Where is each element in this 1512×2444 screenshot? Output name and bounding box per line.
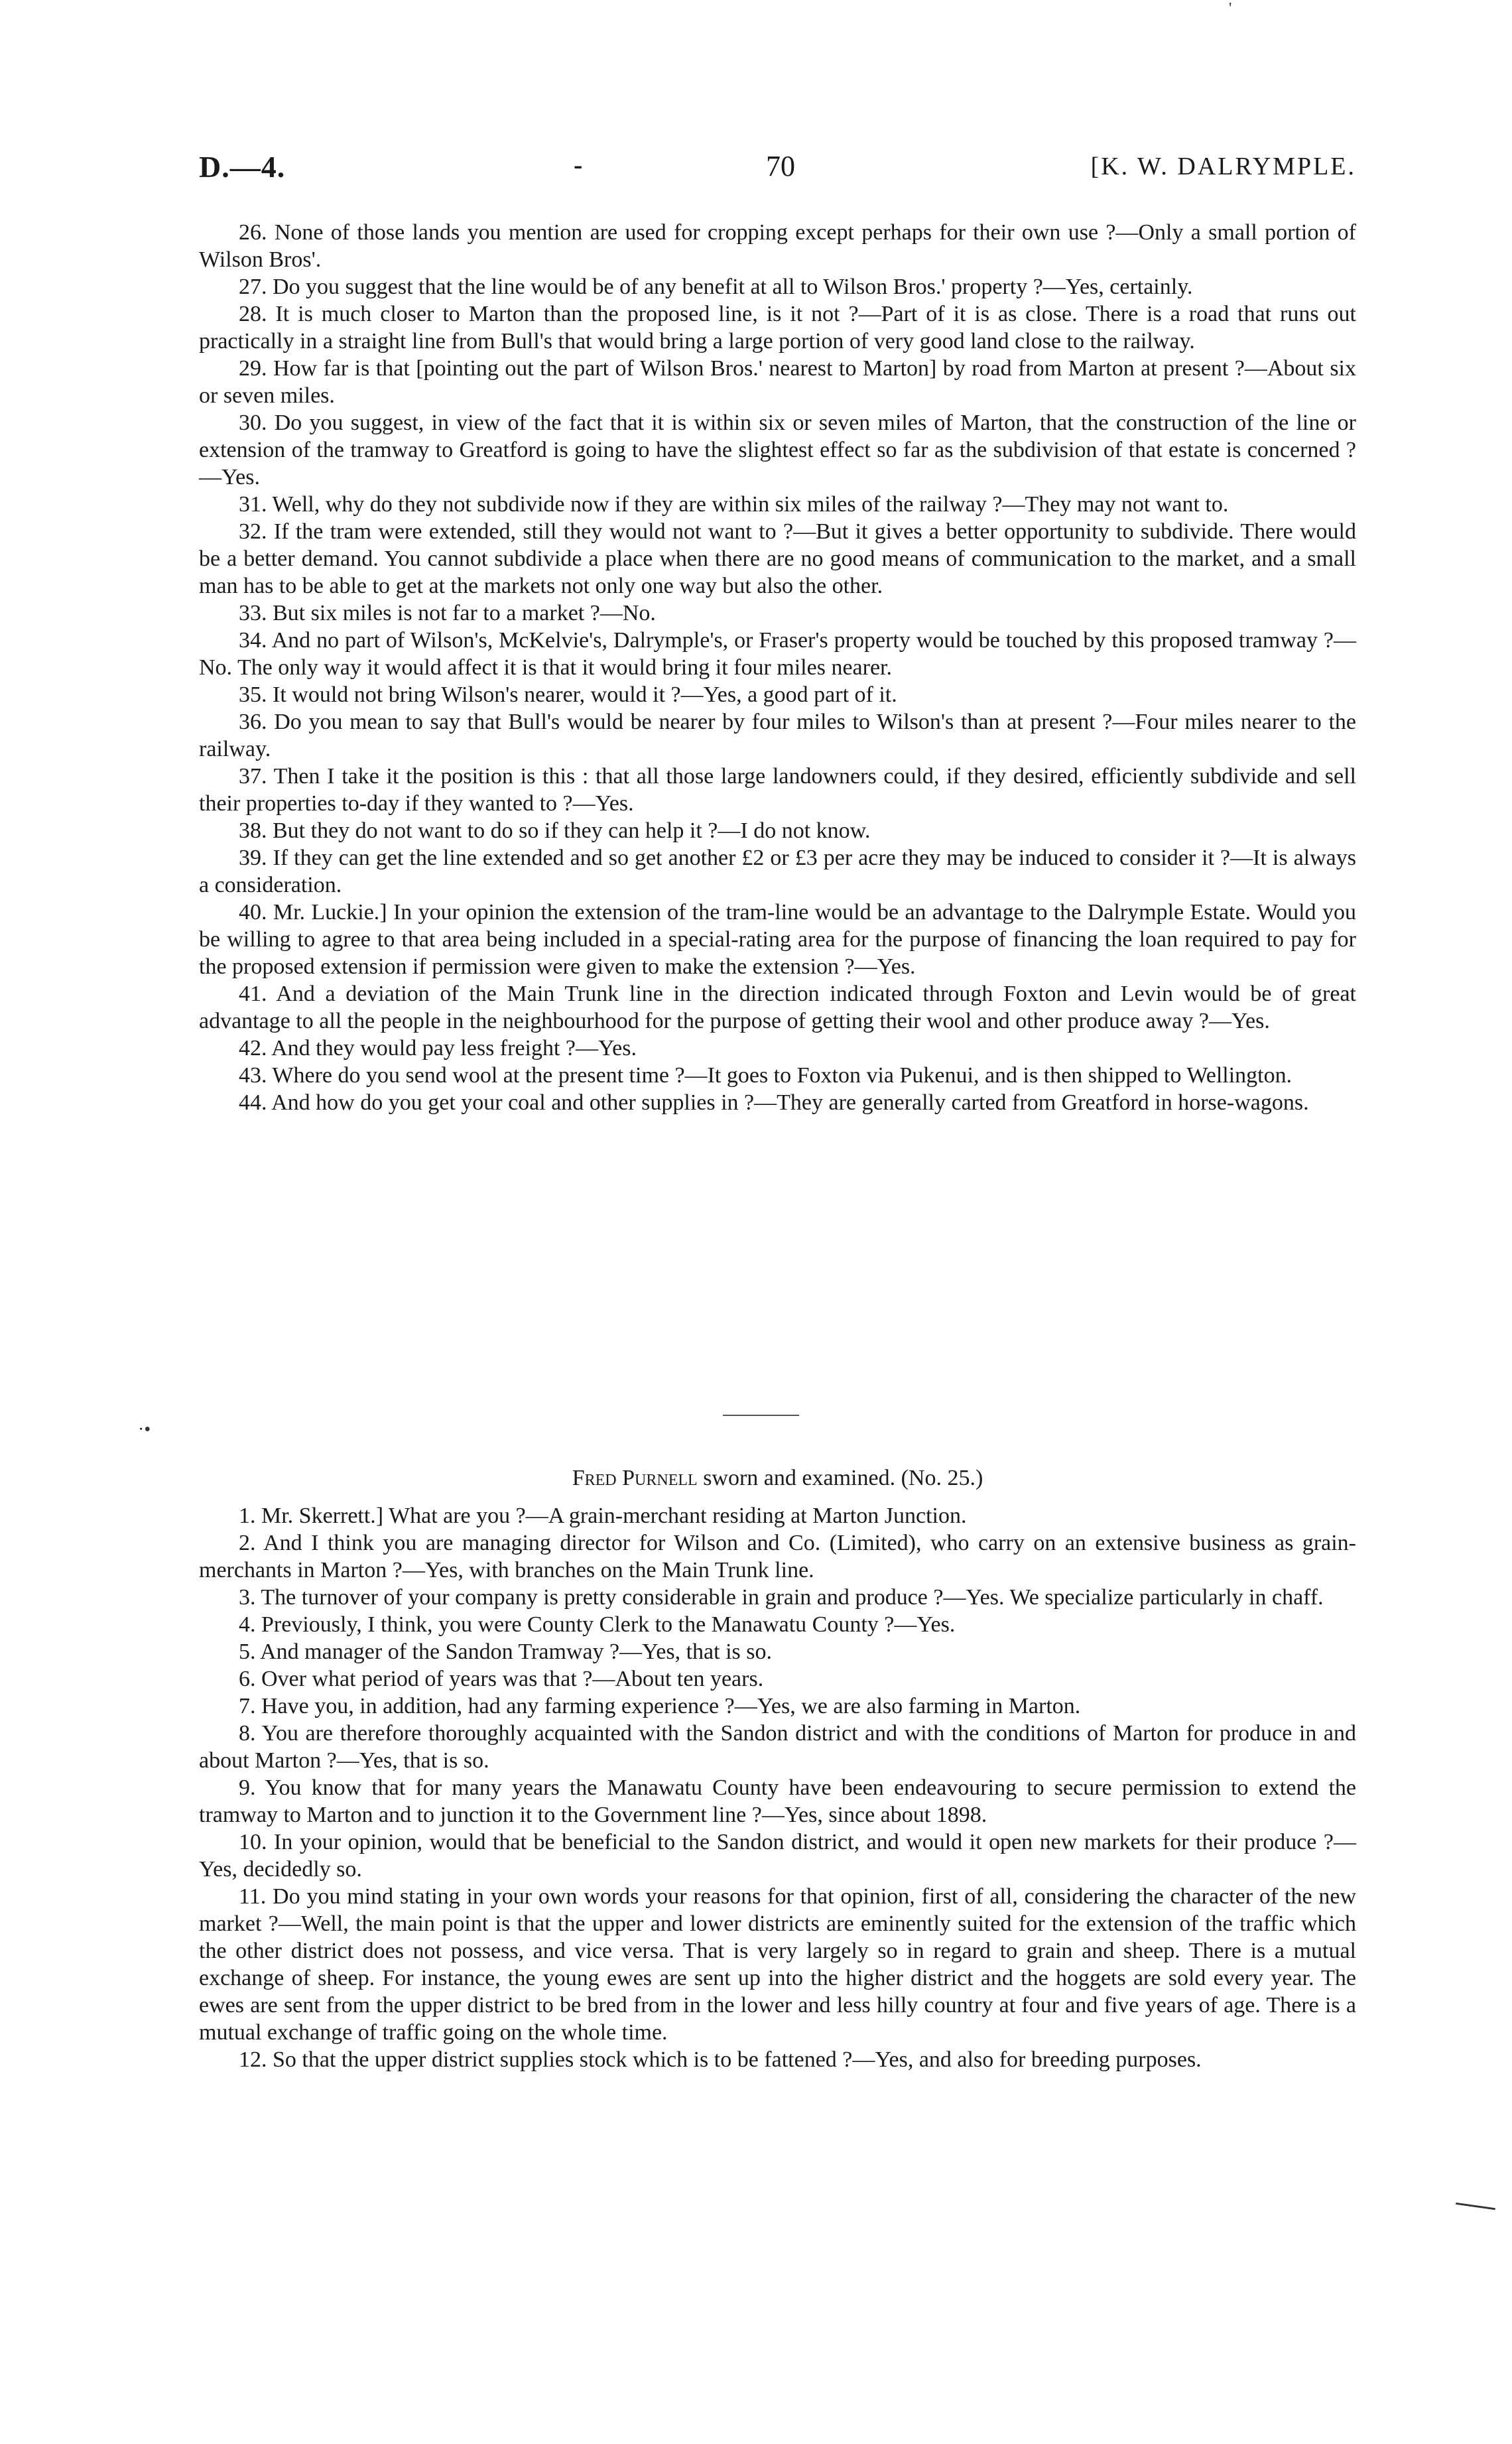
question-paragraph: 10. In your opinion, would that be beneficial to the Sandon district, and would it open new markets for their produce ?—Yes, decidedly so. — [199, 1830, 1356, 1882]
question-paragraph: 12. So that the upper district supplies stock which is to be fattened ?—Yes, and also for breeding purposes. — [239, 2047, 1202, 2072]
question-paragraph: 2. And I think you are managing director for Wilson and Co. (Limited), who carry on an extensive business as grain-merchants in Marton ?—Yes, with branches on the Main Trunk line. — [199, 1531, 1356, 1582]
page-header — [199, 149, 1356, 196]
witness-name: Fred Purnell — [572, 1466, 698, 1490]
question-paragraph: 40. Mr. Luckie.] In your opinion the extension of the tram-line would be an advantage to the Dalrymple Estate. Would you be willing to agree to that area being included in a special-rating area for the purpose of financing the loan required to pay for the proposed extension if permission were given to make the extension ?—Yes. — [199, 900, 1356, 979]
question-paragraph: 28. It is much closer to Marton than the proposed line, is it not ?—Part of it is as close. There is a road that runs out practically in a straight line from Bull's that would bring a large portion of very good land close to the railway. — [199, 302, 1356, 354]
margin-speck: ·• — [138, 1419, 151, 1440]
testimony-section-purnell — [199, 1502, 1356, 2073]
question-paragraph: 43. Where do you send wool at the present time ?—It goes to Foxton via Pukenui, and is then shipped to Wellington. — [239, 1063, 1292, 1088]
question-paragraph: 36. Do you mean to say that Bull's would be nearer by four miles to Wilson's than at present ?—Four miles nearer to the railway. — [199, 710, 1356, 761]
question-paragraph: 7. Have you, in addition, had any farming experience ?—Yes, we are also farming in Marton. — [239, 1694, 1081, 1718]
header-dash: - — [574, 150, 583, 180]
question-paragraph: 33. But six miles is not far to a market ?—No. — [239, 601, 656, 625]
question-paragraph: 6. Over what period of years was that ?—About ten years. — [239, 1667, 764, 1691]
margin-stroke — [1456, 2203, 1495, 2210]
question-paragraph: 5. And manager of the Sandon Tramway ?—Yes, that is so. — [239, 1640, 772, 1664]
question-paragraph: 41. And a deviation of the Main Trunk line in the direction indicated through Foxton and Levin would be of great advantage to all the people in the neighbourhood for the purpose of getting their wool and other produce away ?—Yes. — [199, 982, 1356, 1033]
document-reference: D.—4. — [199, 150, 286, 184]
question-paragraph: 8. You are therefore thoroughly acquainted with the Sandon district and with the conditions of Marton for produce in and about Marton ?—Yes, that is so. — [199, 1721, 1356, 1773]
question-paragraph: 38. But they do not want to do so if they can help it ?—I do not know. — [239, 818, 871, 843]
question-paragraph: 1. Mr. Skerrett.] What are you ?—A grain-merchant residing at Marton Junction. — [239, 1504, 967, 1528]
question-paragraph: 26. None of those lands you mention are used for cropping except perhaps for their own use ?—Only a small portion of Wilson Bros'. — [199, 220, 1356, 272]
question-paragraph: 11. Do you mind stating in your own words your reasons for that opinion, first of all, considering the character of the new market ?—Well, the main point is that the upper and lower districts are eminently suited for the extension of the traffic which the other district does not possess, and vice versa. That is very largely so in regard to grain and sheep. There is a mutual exchange of sheep. For instance, the young ewes are sent up into the higher district and the hoggets are sold every year. The ewes are sent from the upper district to be bred from in the lower and less hilly country at four and five years of age. There is a mutual exchange of traffic going on the whole time. — [199, 1884, 1356, 2045]
page-number: 70 — [766, 150, 795, 182]
witness-heading — [199, 1464, 1356, 1492]
question-paragraph: 30. Do you suggest, in view of the fact that it is within six or seven miles of Marton, that the construction of the line or extension of the tramway to Greatford is going to have the slightest effect so far as the subdivision of that estate is concerned ?—Yes. — [199, 411, 1356, 489]
question-paragraph: 39. If they can get the line extended and so get another £2 or £3 per acre they may be induced to consider it ?—It is always a consideration. — [199, 846, 1356, 897]
witness-sworn-text: sworn and examined. — [703, 1466, 896, 1490]
section-divider — [723, 1415, 799, 1416]
question-paragraph: 29. How far is that [pointing out the part of Wilson Bros.' nearest to Marton] by road from Marton at present ?—About six or seven miles. — [199, 356, 1356, 408]
question-paragraph: 27. Do you suggest that the line would be of any benefit at all to Wilson Bros.' property ?—Yes, certainly. — [239, 275, 1193, 299]
testimony-section-dalrymple — [199, 219, 1356, 1116]
question-paragraph: 35. It would not bring Wilson's nearer, would it ?—Yes, a good part of it. — [239, 682, 897, 707]
question-paragraph: 4. Previously, I think, you were County Clerk to the Manawatu County ?—Yes. — [239, 1612, 956, 1637]
question-paragraph: 42. And they would pay less freight ?—Yes. — [239, 1036, 637, 1061]
question-paragraph: 3. The turnover of your company is pretty considerable in grain and produce ?—Yes. We specialize particularly in chaff. — [239, 1585, 1324, 1610]
witness-number: (No. 25.) — [901, 1466, 983, 1490]
stray-mark: ' — [1229, 0, 1232, 17]
question-paragraph: 9. You know that for many years the Manawatu County have been endeavouring to secure permission to extend the tramway to Marton and to junction it to the Government line ?—Yes, since about 1898. — [199, 1775, 1356, 1827]
question-paragraph: 37. Then I take it the position is this : that all those large landowners could, if they desired, efficiently subdivide and sell their properties to-day if they wanted to ?—Yes. — [199, 764, 1356, 816]
question-paragraph: 44. And how do you get your coal and other supplies in ?—They are generally carted from Greatford in horse-wagons. — [239, 1090, 1309, 1115]
witness-running-head: [K. W. DALRYMPLE. — [1090, 153, 1356, 180]
question-paragraph: 34. And no part of Wilson's, McKelvie's, Dalrymple's, or Fraser's property would be touched by this proposed tramway ?—No. The only way it would affect it is that it would bring it four miles nearer. — [199, 628, 1356, 680]
question-paragraph: 32. If the tram were extended, still they would not want to ?—But it gives a better opportunity to subdivide. There would be a better demand. You cannot subdivide a place when there are no good means of communication to the market, and a small man has to be able to get at the markets not only one way but also the other. — [199, 519, 1356, 598]
question-paragraph: 31. Well, why do they not subdivide now if they are within six miles of the railway ?—They may not want to. — [239, 492, 1229, 517]
